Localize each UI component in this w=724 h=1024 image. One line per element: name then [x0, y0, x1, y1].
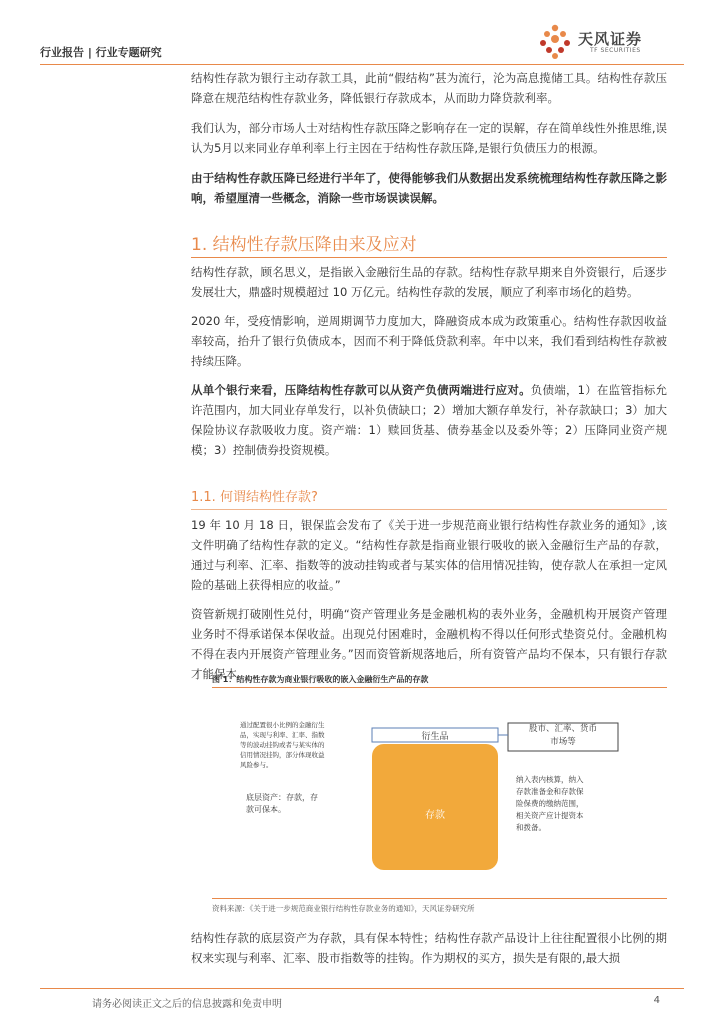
intro-paragraph-3: 由于结构性存款压降已经进行半年了，使得能够我们从数据出发系统梳理结构性存款压降之影响，希望厘清一些概念，消除一些市场误读误解。	[191, 171, 667, 205]
note-left-line: 底层资产：存款，存	[246, 793, 318, 802]
figure-source: 资料来源：《关于进一步规范商业银行结构性存款业务的通知》，天风证券研究所	[212, 904, 475, 913]
section-1-1-body	[191, 515, 667, 684]
note-right	[516, 774, 584, 834]
note-left	[246, 792, 318, 816]
tf-logo-icon	[534, 22, 576, 64]
section-1-1-paragraph-1: 19 年 10 月 18 日，银保监会发布了《关于进一步规范商业银行结构性存款业务的通知》,该文件明确了结构性存款的定义。“结构性存款是指商业银行吸收的嵌入金融衍生产品的存款，通过与利率、汇率、指数等的波动挂钩或者与某实体的信用情况挂钩，使存款人在承担一定风险的基础上获得相应的收益。”	[191, 518, 667, 592]
section-1-paragraph-1: 结构性存款，顾名思义，是指嵌入金融衍生品的存款。结构性存款早期来自外资银行，后逐步发展壮大，鼎盛时规模超过 10 万亿元。结构性存款的发展，顺应了利率市场化的趋势。	[191, 265, 667, 299]
section-1-paragraph-3-rest: 负债端，1）在监管指标允许范围内，加大同业存单发行，以补负债缺口；2）增加大额存单发行，补存款缺口；3）加大保险协议存款吸收力度。资产端：1）赎回货基、债券基金以及委外等；2）压降同业资产规模；3）控制债券投资规模。	[191, 383, 667, 457]
section-1-1-paragraph-2: 资管新规打破刚性兑付，明确“资产管理业务是金融机构的表外业务，金融机构开展资产管理业务时不得承诺保本保收益。出现兑付困难时，金融机构不得以任何形式垫资兑付。金融机构不得在表内开展资产管理业务。”因而资管新规落地后，所有资管产品均不保本，只有银行存款才能保本。	[191, 607, 667, 681]
note-top-left-line: 等的波动挂钩或者与某实体的	[240, 741, 325, 749]
market-label	[508, 723, 618, 749]
section-1-1-divider	[191, 509, 667, 510]
deposit-label: 存款	[425, 810, 445, 821]
intro-block	[191, 68, 667, 208]
note-right-line: 相关资产应计提资本	[516, 811, 584, 820]
section-1-1-title: 1.1. 何谓结构性存款?	[191, 490, 318, 505]
market-label-line: 市场等	[550, 737, 576, 747]
figure-bottom-rule	[212, 898, 667, 899]
note-top-left-line: 风险参与。	[240, 761, 273, 769]
note-left-line: 款可保本。	[246, 805, 286, 814]
logo-subtitle: TF SECURITIES	[590, 47, 641, 54]
note-right-line: 存款准备金和存款保	[516, 787, 584, 796]
note-right-line: 纳入表内核算，纳入	[516, 775, 584, 784]
company-logo	[534, 22, 684, 64]
page-header	[40, 30, 684, 62]
section-1-divider	[191, 257, 667, 258]
section-1-body	[191, 262, 667, 460]
note-top-left-line: 通过配置很小比例的金融衍生	[240, 721, 325, 729]
section-1-paragraph-2: 2020 年，受疫情影响，逆周期调节力度加大，降融资成本成为政策重心。结构性存款因收益率较高，抬升了银行负债成本，因而不利于降低贷款利率。年中以来，我们看到结构性存款被持续压降。	[191, 314, 667, 368]
logo-name: 天风证券	[578, 30, 643, 48]
note-top-left-line: 信用情况挂钩，部分体现收益	[240, 751, 325, 759]
intro-paragraph-1: 结构性存款为银行主动存款工具，此前“假结构”甚为流行，沦为高息揽储工具。结构性存款压降意在规范结构性存款业务，降低银行存款成本，从而助力降贷款利率。	[191, 71, 667, 105]
header-divider	[40, 64, 684, 65]
footer-divider	[40, 988, 684, 989]
page-number: 4	[653, 995, 660, 1006]
figure-title: 图 1：结构性存款为商业银行吸收的嵌入金融衍生产品的存款	[212, 675, 429, 684]
section-1-title: 1. 结构性存款压降由来及应对	[191, 235, 417, 255]
bottom-block	[191, 928, 667, 968]
section-1-paragraph-3-lead: 从单个银行来看，压降结构性存款可以从资产负债两端进行应对。	[191, 383, 531, 397]
note-right-line: 险保费的缴纳范围，	[516, 799, 584, 808]
note-top-left-line: 品，实现与利率、汇率、指数	[240, 731, 325, 739]
note-right-line: 和拨备。	[516, 823, 546, 832]
figure-diagram	[212, 688, 667, 898]
market-label-line: 股市、汇率、货币	[528, 724, 597, 734]
intro-paragraph-2: 我们认为，部分市场人士对结构性存款压降之影响存在一定的误解，存在简单线性外推思维,误认为5月以来同业存单利率上行主因在于结构性存款压降,是银行负债压力的根源。	[191, 121, 667, 155]
derivative-label: 衍生品	[421, 732, 449, 742]
footer-disclaimer: 请务必阅读正文之后的信息披露和免责申明	[92, 999, 282, 1010]
bottom-paragraph: 结构性存款的底层资产为存款，具有保本特性；结构性存款产品设计上往往配置很小比例的期权来实现与利率、汇率、股市指数等的挂钩。作为期权的买方，损失是有限的,最大损	[191, 931, 667, 965]
section-1-paragraph-3	[191, 380, 667, 460]
report-category: 行业报告 | 行业专题研究	[40, 46, 162, 59]
note-top-left	[240, 720, 325, 770]
